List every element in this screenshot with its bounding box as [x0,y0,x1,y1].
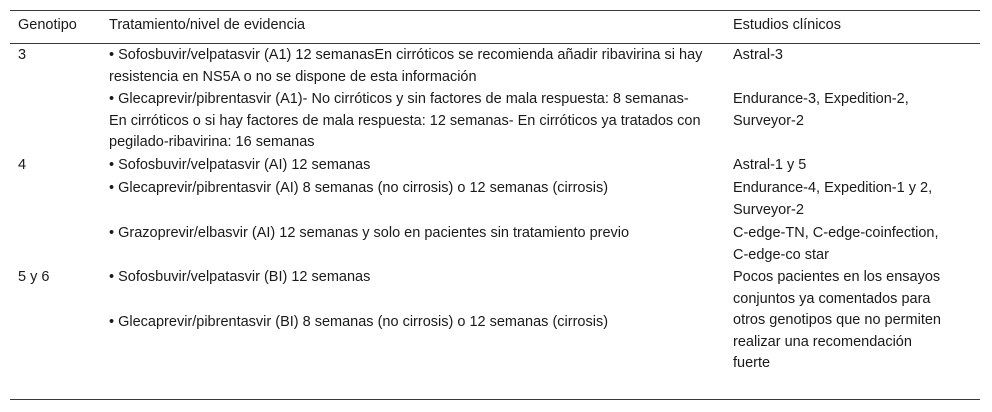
studies-g3-2: Endurance-3, Expedition-2, Surveyor-2 [733,91,909,129]
table-bottom-rule [10,399,980,400]
row-genotype-4: 4 [18,157,27,173]
header-studies: Estudios clínicos [733,17,841,33]
table-top-rule [10,10,980,11]
treatment-g4-3: • Grazoprevir/elbasvir (AI) 12 semanas y solo en pacientes sin tratamiento previo [109,225,630,241]
treatment-g4-1: • Sofosbuvir/velpatasvir (AI) 12 semanas [109,157,371,173]
header-genotype: Genotipo [18,17,77,33]
treatment-g3-2: • Glecaprevir/pibrentasvir (A1)- No cirróticos y sin factores de mala respuesta: 8 semanas- En cirróticos o si hay factores de mala respuesta: 12 semanas- En cirróticos ya tratados con pegilado-ribavirina: 16 semanas [109,91,701,150]
header-bottom-rule [10,43,980,44]
studies-g3-1: Astral-3 [733,47,783,63]
row-genotype-5-6: 5 y 6 [18,269,50,285]
header-treatment: Tratamiento/nivel de evidencia [109,17,306,33]
studies-g56: Pocos pacientes en los ensayos conjuntos ya comentados para otros genotipos que no permiten realizar una recomendación fuerte [733,269,941,371]
treatment-g3-1: • Sofosbuvir/velpatasvir (A1) 12 semanasEn cirróticos se recomienda añadir ribavirina si hay resistencia en NS5A o no se dispone de esta información [109,47,703,85]
studies-g4-2: Endurance-4, Expedition-1 y 2, Surveyor-2 [733,180,933,218]
row-genotype-3: 3 [18,47,27,63]
studies-g4-3: C-edge-TN, C-edge-coinfection, C-edge-co star [733,225,939,263]
treatment-g56-1: • Sofosbuvir/velpatasvir (BI) 12 semanas [109,269,371,285]
treatment-g4-2: • Glecaprevir/pibrentasvir (AI) 8 semanas (no cirrosis) o 12 semanas (cirrosis) [109,180,609,196]
treatment-g56-2: • Glecaprevir/pibrentasvir (BI) 8 semanas (no cirrosis) o 12 semanas (cirrosis) [109,314,609,330]
studies-g4-1: Astral-1 y 5 [733,157,807,173]
